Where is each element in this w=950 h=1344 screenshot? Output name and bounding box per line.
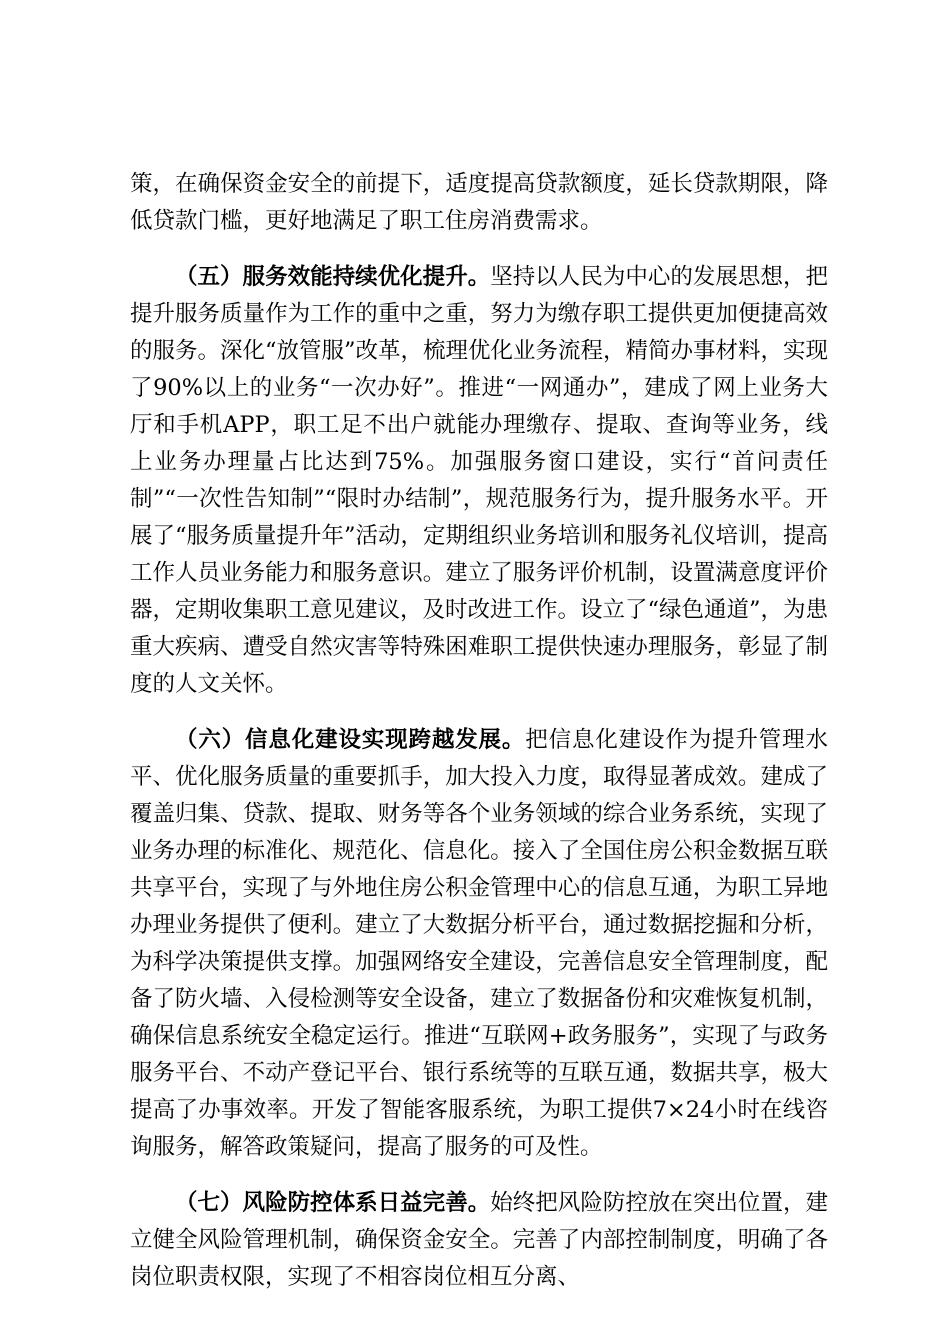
paragraph-text: 把信息化建设作为提升管理水平、优化服务质量的重要抓手，加大投入力度，取得显著成效。建成了覆盖归集、贷款、提取、财务等各个业务领域的综合业务系统，实现了业务办理的标准化、规范化、信息化。接入了全国住房公积金数据互联共享平台，实现了与外地住房公积金管理中心的信息互通，为职工异地办理业务提供了便利。建立了大数据分析平台，通过数据挖掘和分析，为科学决策提供支撑。加强网络安全建设，完善信息安全管理制度，配备了防火墙、入侵检测等安全设备，建立了数据备份和灾难恢复机制，确保信息系统安全稳定运行。推进“互联网+政务服务”，实现了与政务服务平台、不动产登记平台、银行系统等的互联互通，数据共享，极大提高了办事效率。开发了智能客服系统，为职工提供7×24小时在线咨询服务，解答政策疑问，提高了服务的可及性。 [130, 727, 828, 1160]
paragraph-section-7 [130, 1185, 828, 1296]
document-page [130, 166, 828, 1315]
section-heading: （六）信息化建设实现跨越发展。 [175, 727, 526, 753]
paragraph-text: 始终把风险防控放在突出位置，建立健全风险管理机制，确保资金安全。完善了内部控制制度，明确了各岗位职责权限，实现了不相容岗位相互分离、 [130, 1190, 828, 1290]
paragraph-text: 坚持以人民为中心的发展思想，把提升服务质量作为工作的重中之重，努力为缴存职工提供更加便捷高效的服务。深化“放管服”改革，梳理优化业务流程，精简办事材料，实现了90%以上的业务“一次办好”。推进“一网通办”，建成了网上业务大厅和手机APP，职工足不出户就能办理缴存、提取、查询等业务，线上业务办理量占比达到75%。加强服务窗口建设，实行“首问责任制”“一次性告知制”“限时办结制”，规范服务行为，提升服务水平。开展了“服务质量提升年”活动，定期组织业务培训和服务礼仪培训，提高工作人员业务能力和服务意识。建立了服务评价机制，设置满意度评价器，定期收集职工意见建议，及时改进工作。设立了“绿色通道”，为患重大疾病、遭受自然灾害等特殊困难职工提供快速办理服务，彰显了制度的人文关怀。 [130, 264, 829, 697]
paragraph-continuation [130, 166, 828, 240]
section-heading: （七）风险防控体系日益完善。 [175, 1190, 491, 1216]
paragraph-section-6 [130, 722, 828, 1166]
paragraph-text: 策，在确保资金安全的前提下，适度提高贷款额度，延长贷款期限，降低贷款门槛，更好地满足了职工住房消费需求。 [130, 171, 828, 234]
section-heading: （五）服务效能持续优化提升。 [175, 264, 491, 290]
paragraph-section-5 [130, 259, 828, 703]
